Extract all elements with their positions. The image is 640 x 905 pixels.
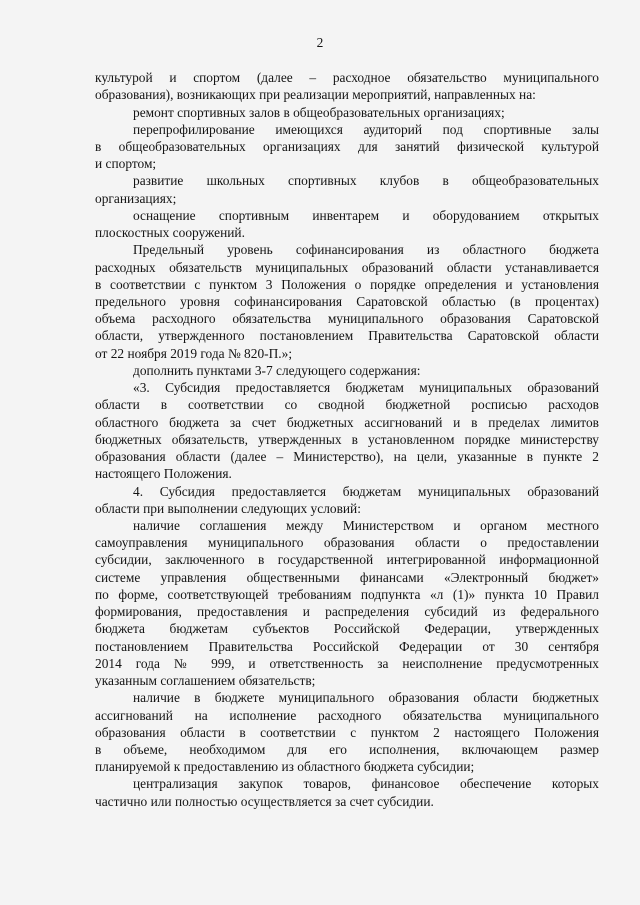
text-line: и спортом; xyxy=(95,156,157,172)
text-line: организациях; xyxy=(95,190,177,206)
text-line: в объеме, необходимом для его исполнения, включающем размер xyxy=(95,742,599,757)
text-line: образования области (далее – Министерство), на цели, указанные в пункте 2 xyxy=(95,449,599,465)
text-line: культурой и спортом (далее – расходное обязательство муниципального xyxy=(95,70,599,85)
text-line: плоскостных сооружений. xyxy=(95,225,245,241)
text-line: наличие в бюджете муниципального образования области бюджетных xyxy=(133,690,599,706)
text-line: от 22 ноября 2019 года № 820-П.»; xyxy=(95,345,293,361)
text-line: планируемой к предоставлению из областного бюджета субсидии; xyxy=(95,759,475,775)
text-line: по форме, соответствующей требованиям подпункта «л (1)» пункта 10 Правил xyxy=(95,586,599,602)
text-line: перепрофилирование имеющихся аудиторий под спортивные залы xyxy=(133,121,599,137)
text-line: постановлением Правительства Российской Федерации от 30 сентября xyxy=(95,638,599,654)
text-line: предельного уровня софинансирования Саратовской областью (в процентах) xyxy=(95,294,599,309)
text-line: наличие соглашения между Министерством и органом местного xyxy=(133,518,599,533)
text-line: дополнить пунктами 3-7 следующего содержания: xyxy=(133,362,421,378)
text-line: развитие школьных спортивных клубов в общеобразовательных xyxy=(133,173,599,189)
text-line: формирования, предоставления и распределения субсидий из федерального xyxy=(95,604,599,620)
text-line: 2014 года № 999, и ответственность за неисполнение предусмотренных xyxy=(95,655,599,671)
text-line: области, утвержденного постановлением Правительства Саратовской области xyxy=(95,328,599,344)
text-line: 4. Субсидия предоставляется бюджетам муниципальных образований xyxy=(133,483,599,499)
page-number: 2 xyxy=(316,35,324,50)
text-line: ассигнований на исполнение расходного обязательства муниципального xyxy=(95,707,599,723)
text-line: централизация закупок товаров, финансовое обеспечение которых xyxy=(133,776,599,792)
text-line: Предельный уровень софинансирования из областного бюджета xyxy=(133,242,599,258)
text-line: оснащение спортивным инвентарем и оборудованием открытых xyxy=(133,207,599,223)
text-line: образования), возникающих при реализации мероприятий, направленных на: xyxy=(95,87,536,103)
text-line: расходных обязательств муниципальных образований области устанавливается xyxy=(95,259,599,275)
text-line: области при выполнении следующих условий: xyxy=(95,500,361,516)
text-line: области в соответствии со сводной бюджетной росписью расходов xyxy=(95,397,599,413)
text-line: «3. Субсидия предоставляется бюджетам муниципальных образований xyxy=(133,380,599,396)
text-line: субсидии, заключенного в государственной интегрированной информационной xyxy=(95,552,599,568)
text-line: образования области в соответствии с пунктом 2 настоящего Положения xyxy=(95,724,599,740)
text-line: системе управления общественными финансами «Электронный бюджет» xyxy=(95,569,599,585)
text-line: указанным соглашением обязательств; xyxy=(95,673,316,689)
text-line: бюджетных обязательств, утвержденных в установленном порядке министерству xyxy=(95,431,599,447)
text-line: в соответствии с пунктом 3 Положения о порядке определения и установления xyxy=(95,276,599,292)
text-line: ремонт спортивных залов в общеобразовательных организациях; xyxy=(133,104,505,120)
text-line: областного бюджета за счет бюджетных ассигнований и в пределах лимитов xyxy=(95,414,599,430)
text-line: в общеобразовательных организациях для занятий физической культурой xyxy=(95,138,599,154)
text-line: настоящего Положения. xyxy=(95,466,232,482)
text-line: частично или полностью осуществляется за счет субсидии. xyxy=(95,793,434,809)
text-line: самоуправления муниципального образования области о предоставлении xyxy=(95,535,599,551)
text-line: бюджета бюджетам субъектов Российской Федерации, утвержденных xyxy=(95,621,599,637)
text-line: объема расходного обязательства муниципального образования Саратовской xyxy=(95,311,599,327)
